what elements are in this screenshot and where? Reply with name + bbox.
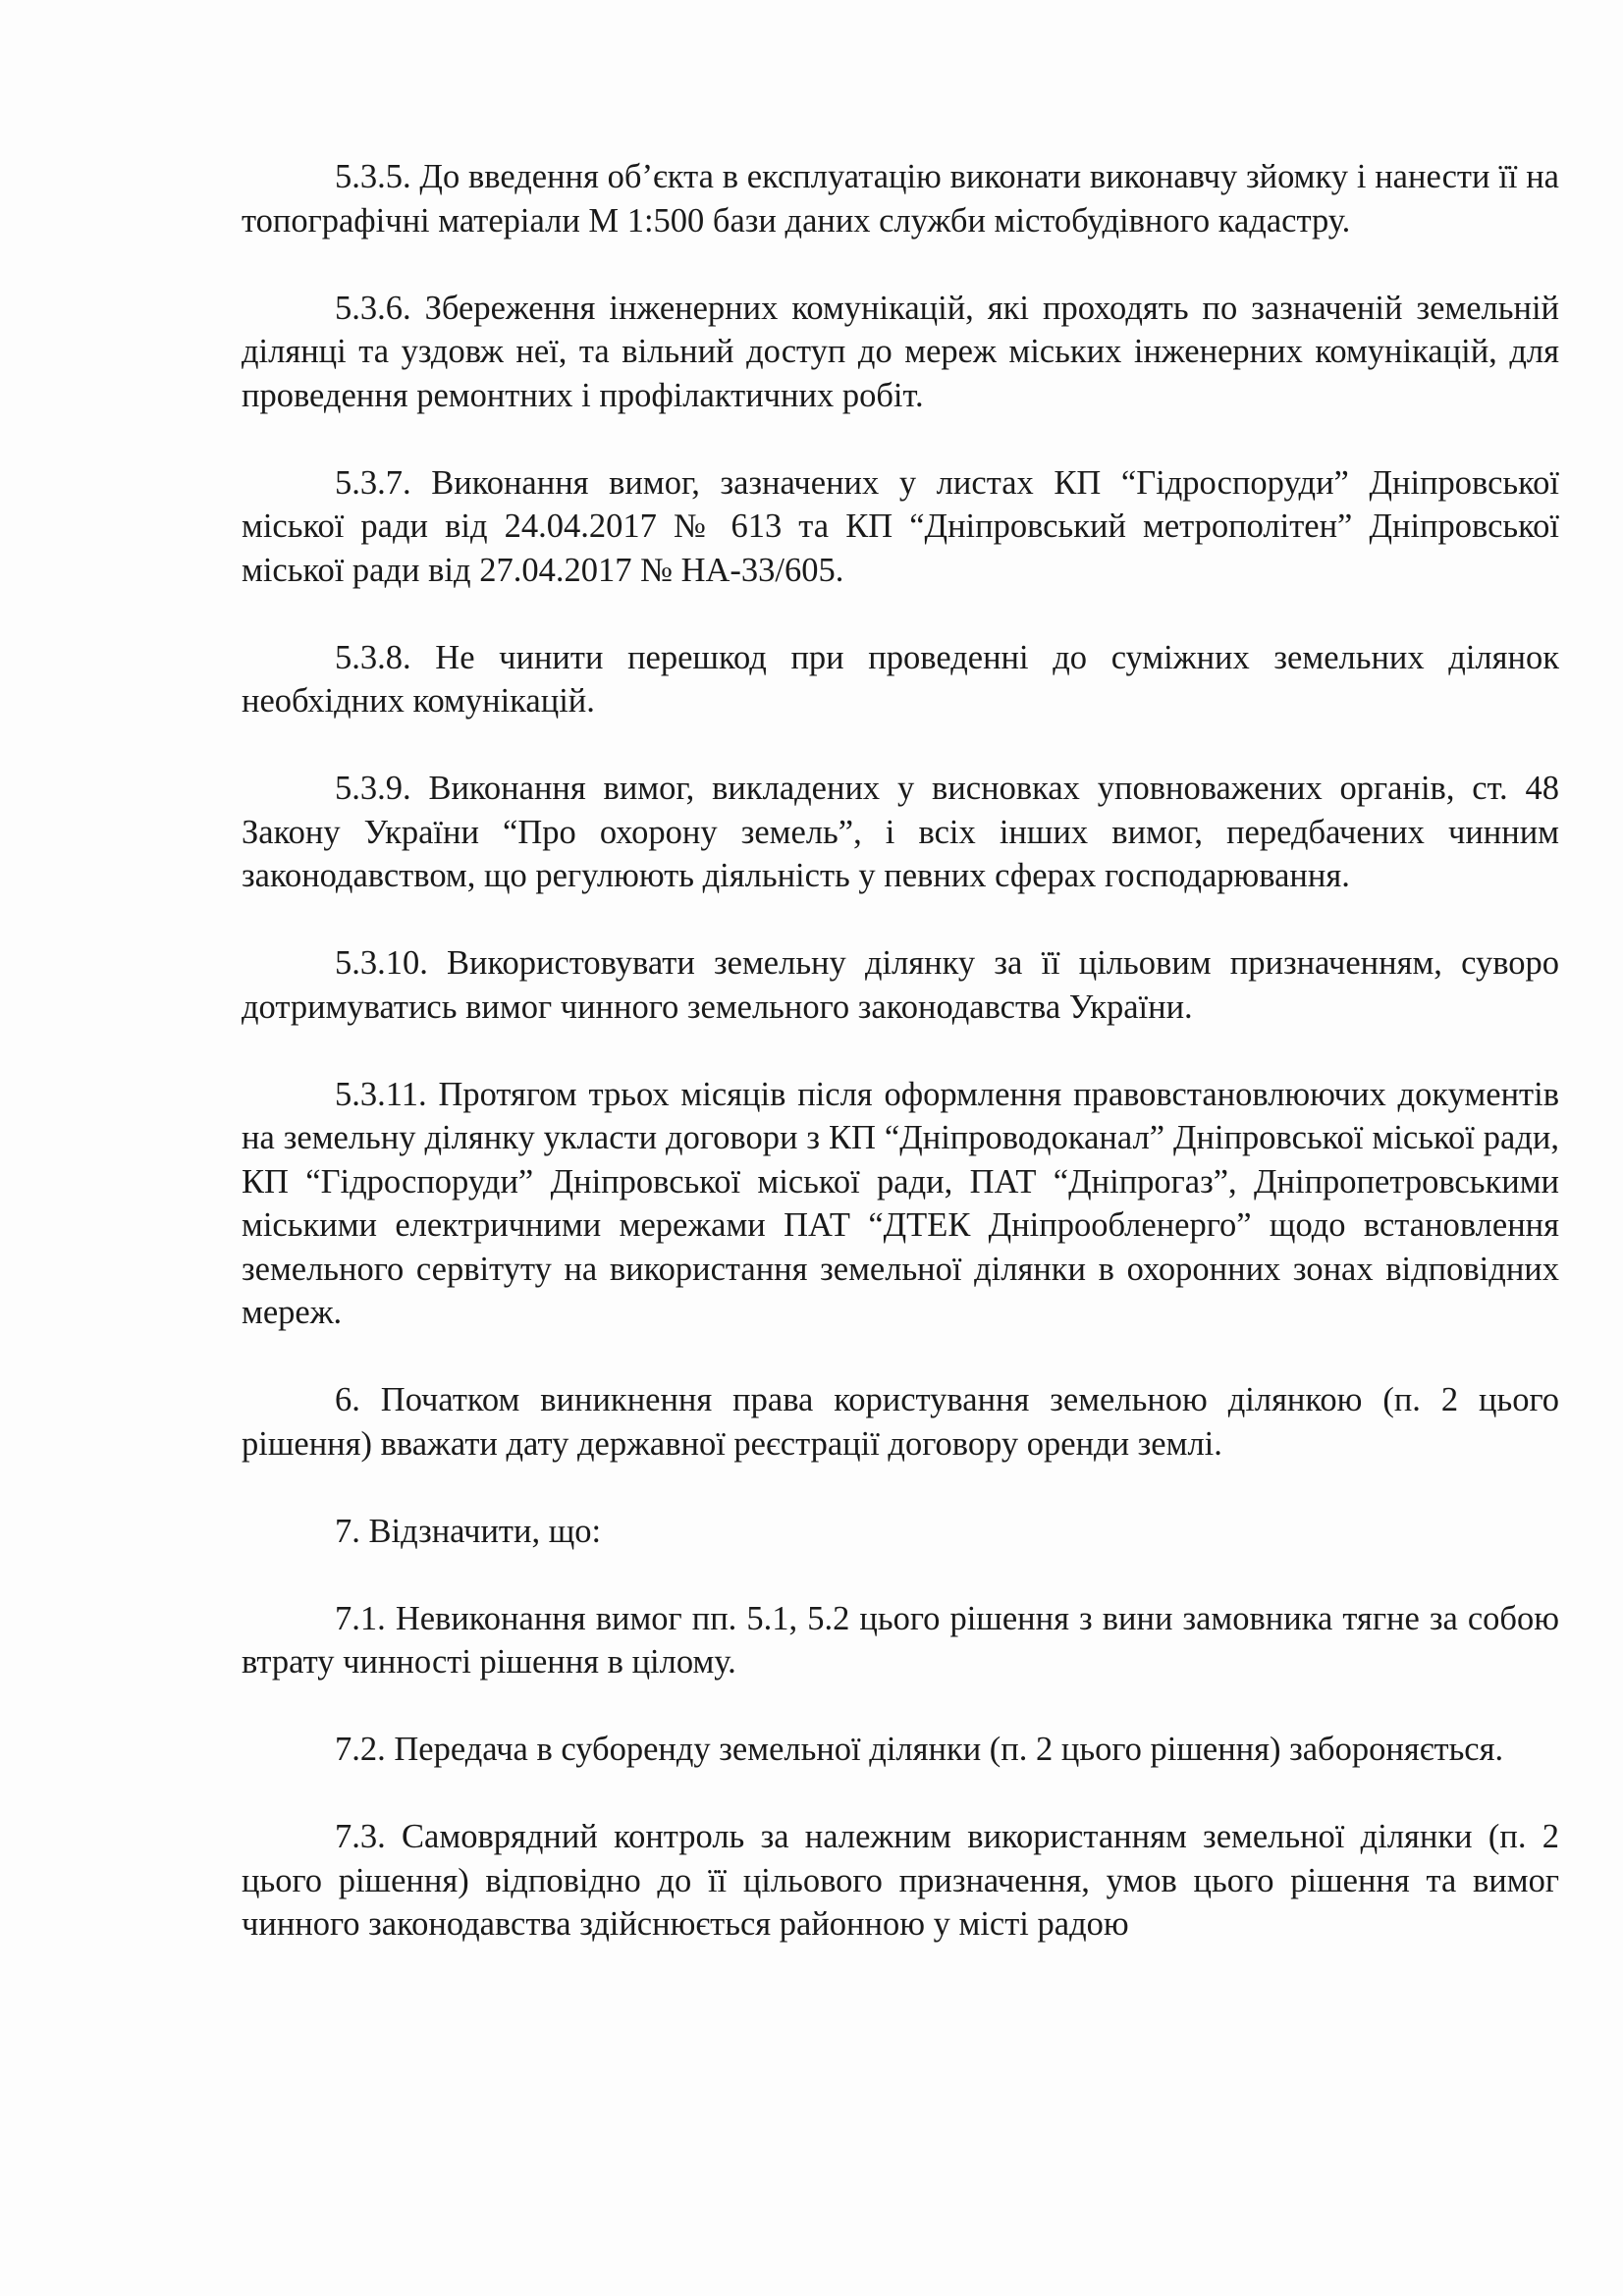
paragraph-7-2: 7.2. Передача в суборенду земельної ділянки (п. 2 цього рішення) забороняється. <box>335 1731 1504 1768</box>
document-body <box>242 155 1559 1990</box>
paragraph-7-1: 7.1. Невиконання вимог пп. 5.1, 5.2 цього рішення з вини замовника тягне за собою втрату чинності рішення в цілому. <box>242 1599 1559 1681</box>
paragraph-5-3-9: 5.3.9. Виконання вимог, викладених у висновках уповноважених органів, ст. 48 Закону України “Про охорону земель”, і всіх інших вимог, передбачених чинним законодавством, що регулюють діяльність у певних сферах господарювання. <box>242 770 1559 894</box>
paragraph-7-3: 7.3. Самоврядний контроль за належним використанням земельної ділянки (п. 2 цього рішення) відповідно до її цільового призначення, умов цього рішення та вимог чинного законодавства здійснюється районною у місті радою <box>242 1818 1559 1943</box>
paragraph-6: 6. Початком виникнення права користування земельною ділянкою (п. 2 цього рішення) вважати дату державної реєстрації договору оренди землі. <box>242 1381 1559 1463</box>
paragraph-5-3-6: 5.3.6. Збереження інженерних комунікацій, які проходять по зазначеній земельній ділянці та уздовж неї, та вільний доступ до мереж міських інженерних комунікацій, для проведення ремонтних і профілактичних робіт. <box>242 289 1559 414</box>
paragraph-7: 7. Відзначити, що: <box>335 1512 602 1550</box>
paragraph-5-3-7: 5.3.7. Виконання вимог, зазначених у листах КП “Гідроспоруди” Дніпровської міської ради від 24.04.2017 № 613 та КП “Дніпровський метрополітен” Дніпровської міської ради від 27.04.2017 № НА-33/605. <box>242 463 1559 589</box>
paragraph-5-3-10: 5.3.10. Використовувати земельну ділянку за її цільовим призначенням, суворо дотримуватись вимог чинного земельного законодавства України. <box>242 944 1559 1026</box>
paragraph-5-3-8: 5.3.8. Не чинити перешкод при проведенні до суміжних земельних ділянок необхідних комунікацій. <box>242 638 1559 720</box>
paragraph-5-3-5: 5.3.5. До введення об’єкта в експлуатацію виконати виконавчу зйомку і нанести її на топографічні матеріали М 1:500 бази даних служби містобудівного кадастру. <box>242 158 1559 240</box>
paragraph-5-3-11: 5.3.11. Протягом трьох місяців після оформлення правовстановлюючих документів на земельну ділянку укласти договори з КП “Дніпроводоканал” Дніпровської міської ради, КП “Гідроспоруди” Дніпровської міської ради, ПАТ “Дніпрогаз”, Дніпропетровськими міськими електричними мережами ПАТ “ДТЕК Дніпрообленерго” щодо встановлення земельного сервітуту на використання земельної ділянки в охоронних зонах відповідних мереж. <box>242 1075 1559 1331</box>
